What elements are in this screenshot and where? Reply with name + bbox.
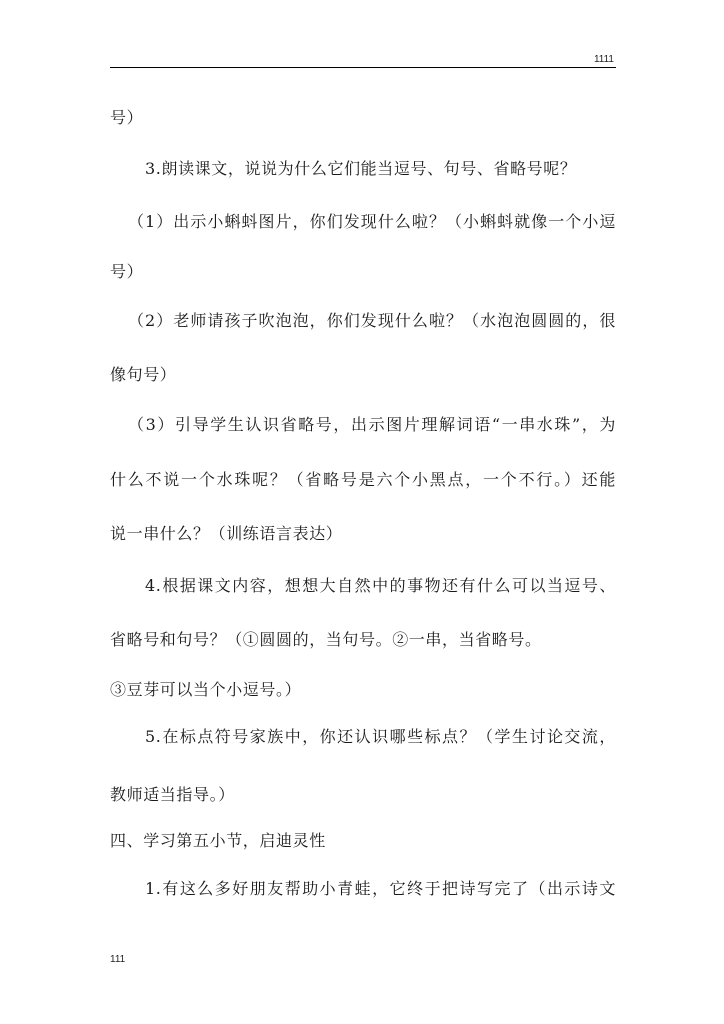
text-line: 号）: [110, 262, 144, 281]
text-line: 像句号）: [110, 365, 177, 384]
section-heading: 四、学习第五小节，启迪灵性: [110, 831, 326, 850]
text-line: 4.根据课文内容，想想大自然中的事物还有什么可以当逗号、: [145, 576, 616, 595]
header-page-number: 1111: [593, 54, 614, 65]
text-line: 教师适当指导。）: [110, 785, 235, 804]
footer-page-number: 111: [110, 954, 126, 965]
text-line: ③豆芽可以当个小逗号。）: [110, 680, 302, 699]
text-line: 3.朗读课文，说说为什么它们能当逗号、句号、省略号呢？: [145, 159, 577, 178]
text-line: （1）出示小蝌蚪图片，你们发现什么啦？（小蝌蚪就像一个小逗: [128, 212, 616, 231]
text-line: 什么不说一个水珠呢？（省略号是六个小黑点，一个不行。）还能: [110, 470, 616, 489]
text-line: 号）: [110, 108, 144, 127]
text-line: 1.有这么多好朋友帮助小青蛙，它终于把诗写完了（出示诗文: [145, 879, 616, 898]
text-line: 说一串什么？（训练语言表达）: [110, 524, 343, 543]
text-line: 5.在标点符号家族中，你还认识哪些标点？（学生讨论交流，: [145, 727, 616, 746]
text-line: （2）老师请孩子吹泡泡，你们发现什么啦？（水泡泡圆圆的，很: [128, 311, 616, 330]
text-line: 省略号和句号？（①圆圆的，当句号。②一串，当省略号。: [110, 630, 542, 649]
text-line: （3）引导学生认识省略号，出示图片理解词语“一串水珠”，为: [128, 415, 616, 434]
header-rule: [110, 67, 616, 68]
